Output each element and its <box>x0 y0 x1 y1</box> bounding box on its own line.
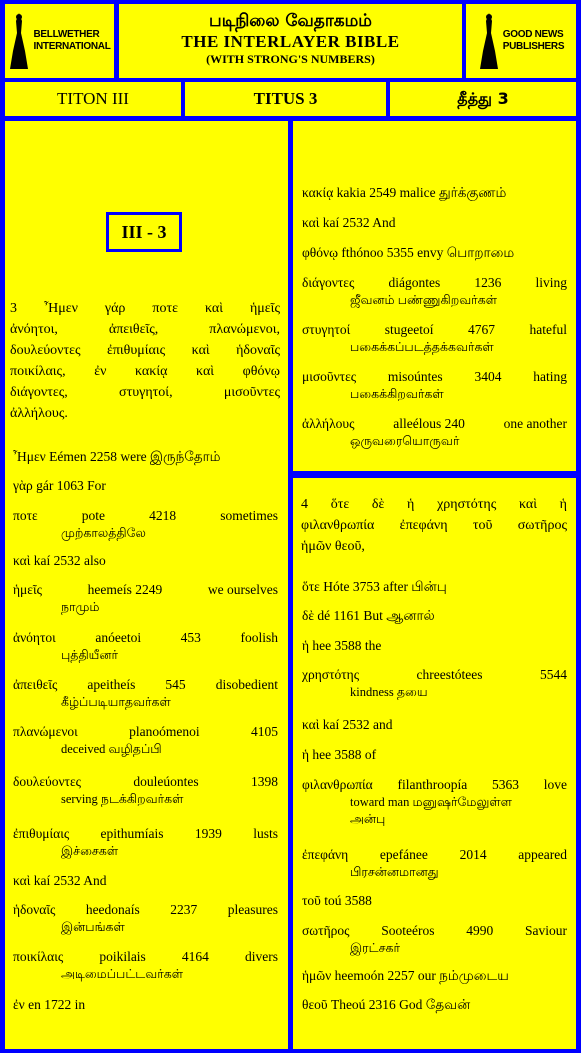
entry-field: 545 <box>165 677 186 692</box>
title-block <box>119 4 462 78</box>
word-entry <box>302 321 567 356</box>
entry-field: 2237 <box>170 902 198 917</box>
greek-word: θεοῦ Theoú 2316 God தேவன் <box>302 997 471 1012</box>
word-entry-main <box>13 948 278 966</box>
entry-field: appeared <box>518 847 567 862</box>
nav-greek-label: TITON III <box>57 89 129 108</box>
entry-field: 4767 <box>467 322 495 337</box>
greek-word: τοῦ toú 3588 <box>302 893 372 908</box>
word-entry <box>13 552 278 570</box>
verse-line: 4 ὅτε δὲ ἡ χρηστότης καὶ ἡ <box>301 497 567 512</box>
entry-field: Saviour <box>524 923 567 938</box>
word-entry-main <box>302 321 567 339</box>
entry-field: anóeetoi <box>95 630 142 645</box>
greek-word: φιλανθρωπία <box>302 777 373 792</box>
greek-word: ἀπειθεῖς <box>13 677 58 692</box>
verse-line: φιλανθρωπία ἐπεφάνη τοῦ σωτῆρος <box>301 518 567 533</box>
word-entry <box>13 872 278 890</box>
entry-field: chreestótees <box>416 667 483 682</box>
word-entry-main <box>13 723 278 741</box>
word-entry <box>13 477 278 495</box>
greek-word: καὶ kaí 2532 And <box>302 215 396 230</box>
greek-word: ἐπιθυμίαις <box>13 826 70 841</box>
word-entry-gloss: பகைக்கப்படத்தக்கவர்கள் <box>350 340 494 354</box>
entry-field: pote <box>81 508 106 523</box>
word-entry-main <box>13 676 278 694</box>
entry-field: disobedient <box>215 677 278 692</box>
greek-word: στυγητοί <box>302 322 351 337</box>
word-entry-main <box>13 901 278 919</box>
word-entry-main <box>302 846 567 864</box>
good-news-logo <box>466 4 576 78</box>
greek-word: ποτε <box>13 508 38 523</box>
entry-field: heedonaís <box>85 902 140 917</box>
greek-word: ἡμῶν heemoón 2257 our நம்முடைய <box>302 968 509 983</box>
word-entry-gloss: அன்பு <box>350 812 386 826</box>
verse-3-greek <box>10 298 280 424</box>
word-entry-gloss: serving நடக்கிறவர்கள் <box>61 792 184 806</box>
entry-field: lusts <box>253 826 278 841</box>
nav-english <box>185 82 386 116</box>
word-entry <box>302 578 567 596</box>
word-entry <box>302 922 567 957</box>
word-entry-main <box>13 581 278 599</box>
word-entry-main <box>13 477 278 495</box>
entry-field: divers <box>244 949 278 964</box>
word-entry-gloss: புத்தியீனர் <box>61 648 119 662</box>
greek-word: ἐπεφάνη <box>302 847 349 862</box>
word-entry <box>13 723 278 758</box>
word-entry-main <box>302 637 567 655</box>
word-entry-main <box>302 666 567 684</box>
greek-word: κακίᾳ kakia 2549 malice துர்க்குணம் <box>302 185 507 200</box>
greek-word: ἡδοναῖς <box>13 902 56 917</box>
word-entry-gloss: இன்பங்கள் <box>61 920 125 934</box>
title-subtitle: (WITH STRONG'S NUMBERS) <box>206 52 375 66</box>
word-entry-gloss: ஜீவனம் பண்ணுகிறவர்கள் <box>350 293 497 307</box>
entry-field: 453 <box>180 630 201 645</box>
nav-tamil <box>390 82 576 116</box>
word-entry <box>302 996 567 1014</box>
word-entry <box>13 825 278 860</box>
entry-field: 4218 <box>149 508 177 523</box>
greek-word: σωτῆρος <box>302 923 350 938</box>
greek-word: δουλεύοντες <box>13 774 81 789</box>
entry-field: 5544 <box>539 667 567 682</box>
word-entry-main <box>302 274 567 292</box>
entry-field: poikilais <box>99 949 146 964</box>
greek-word: διάγοντες <box>302 275 355 290</box>
entry-field: foolish <box>240 630 278 645</box>
nav-english-label: TITUS 3 <box>253 89 318 108</box>
greek-word: ποικίλαις <box>13 949 64 964</box>
word-entry <box>13 629 278 664</box>
right-logo-line2: PUBLISHERS <box>502 41 565 52</box>
word-entry-gloss: முற்காலத்திலே <box>61 526 146 540</box>
greek-word: ἡ hee 3588 the <box>302 638 382 653</box>
entry-field: apeitheís <box>87 677 136 692</box>
word-entry-main <box>302 578 567 596</box>
word-entry <box>13 448 278 466</box>
word-entry <box>302 607 567 625</box>
word-entry-main <box>302 746 567 764</box>
word-entry-main <box>13 552 278 570</box>
bellwether-logo <box>5 4 114 78</box>
word-entry <box>13 948 278 983</box>
greek-word: καὶ kaí 2532 And <box>13 873 107 888</box>
word-entry-gloss: toward man மனுஷர்மேலுள்ள <box>350 795 512 809</box>
word-entry-main <box>302 607 567 625</box>
word-entry-gloss: பிரசன்னமானது <box>350 865 439 879</box>
word-entry-gloss: இரட்சகர் <box>350 941 401 955</box>
word-entry-main <box>13 825 278 843</box>
verse-line: 3 Ἦμεν γάρ ποτε καὶ ἡμεῖς <box>10 301 280 316</box>
word-entry-main <box>302 244 567 262</box>
entry-field: one another <box>503 416 567 431</box>
word-entry <box>13 901 278 936</box>
word-entry-gloss: deceived வழிதப்பி <box>61 742 162 756</box>
bellwether-figure-icon <box>8 11 30 71</box>
entry-field: pleasures <box>227 902 278 917</box>
entry-field: planoómenoi <box>129 724 200 739</box>
word-entry-gloss: கீழ்ப்படியாதவர்கள் <box>61 695 171 709</box>
entry-field: 1939 <box>194 826 222 841</box>
word-entry <box>302 368 567 403</box>
word-entry <box>302 746 567 764</box>
word-entry <box>302 776 567 828</box>
entry-field: douleúontes <box>133 774 199 789</box>
word-entry <box>302 716 567 734</box>
greek-word: χρηστότης <box>302 667 360 682</box>
entry-field: sometimes <box>220 508 278 523</box>
verse-line: ἀλλήλους. <box>10 406 68 421</box>
entry-field: living <box>535 275 567 290</box>
entry-field: 4105 <box>250 724 278 739</box>
word-entry <box>302 214 567 232</box>
word-entry-gloss: ஒருவரையொருவர் <box>350 434 460 448</box>
title-tamil: படிநிலை வேதாகமம் <box>209 11 372 31</box>
good-news-figure-icon <box>478 11 500 71</box>
verse-line: ἡμῶν θεοῦ, <box>301 539 365 554</box>
verse-line: ποικίλαις, ἐν κακίᾳ καὶ φθόνῳ <box>10 364 280 379</box>
word-entry-main <box>13 507 278 525</box>
word-entry <box>13 676 278 711</box>
word-entry-main <box>302 184 567 202</box>
word-entry <box>302 415 567 450</box>
word-entry <box>302 274 567 309</box>
entry-field: 1398 <box>251 774 278 789</box>
word-entry-main <box>13 448 278 466</box>
greek-word: ἡ hee 3588 of <box>302 747 377 762</box>
word-entry-main <box>302 415 567 433</box>
entry-field: 5363 <box>492 777 519 792</box>
word-entry-main <box>13 629 278 647</box>
greek-word: Ἦμεν Eémen 2258 were இருந்தோம் <box>13 449 221 464</box>
verse-line: δουλεύοντες ἐπιθυμίαις καὶ ἡδοναῖς <box>10 343 280 358</box>
greek-word: δὲ dé 1161 But ஆனால் <box>302 608 435 623</box>
word-entry-main <box>302 892 567 910</box>
greek-word: καὶ kaí 2532 also <box>13 553 106 568</box>
word-entry <box>302 892 567 910</box>
verse-4-greek <box>301 494 567 557</box>
entry-field: misoúntes <box>387 369 443 384</box>
word-entry-main <box>302 967 567 985</box>
word-entry-gloss: kindness தயை <box>350 685 428 699</box>
greek-word: ἀλλήλους <box>302 416 355 431</box>
greek-word: γὰρ gár 1063 For <box>13 478 106 493</box>
entry-field: 1236 <box>474 275 502 290</box>
word-entry <box>13 996 278 1014</box>
entry-field: epithumíais <box>100 826 164 841</box>
word-entry <box>13 507 278 542</box>
word-entry <box>13 581 278 616</box>
word-entry-main <box>302 214 567 232</box>
word-entry-gloss: நாமும் <box>61 600 100 614</box>
greek-word: φθόνῳ fthónoo 5355 envy பொறாமை <box>302 245 515 260</box>
left-logo-line2: INTERNATIONAL <box>33 41 111 52</box>
nav-greek <box>5 82 181 116</box>
entry-field: filanthroopía <box>397 777 468 792</box>
entry-field: stugeetoí <box>384 322 434 337</box>
chapter-label: III - 3 <box>106 212 182 252</box>
word-entry-gloss: அடிமைப்பட்டவர்கள் <box>61 967 183 981</box>
verse-line: ἀνόητοι, ἀπειθεῖς, πλανώμενοι, <box>10 322 280 337</box>
entry-field: heemeís 2249 <box>87 582 163 597</box>
greek-word: ὅτε Hóte 3753 after பின்பு <box>302 579 447 594</box>
word-entry-main <box>13 872 278 890</box>
word-entry-gloss: இச்சைகள் <box>61 844 119 858</box>
word-entry-main <box>302 776 567 794</box>
entry-field: love <box>543 777 567 792</box>
word-entry-main <box>13 773 278 791</box>
greek-word: ἀνόητοι <box>13 630 56 645</box>
word-entry <box>302 666 567 701</box>
greek-word: ἐν en 1722 in <box>13 997 86 1012</box>
greek-word: καὶ kaí 2532 and <box>302 717 393 732</box>
word-entry <box>13 773 278 808</box>
right-logo-line1: GOOD NEWS <box>502 29 564 40</box>
word-entry-main <box>302 996 567 1014</box>
entry-field: diágontes <box>388 275 441 290</box>
entry-field: Sooteéros <box>381 923 435 938</box>
entry-field: alleélous 240 <box>393 416 465 431</box>
word-entry-main <box>13 996 278 1014</box>
word-entry <box>302 184 567 202</box>
entry-field: 2014 <box>459 847 487 862</box>
word-entry <box>302 244 567 262</box>
greek-word: ἡμεῖς <box>13 582 42 597</box>
title-english: THE INTERLAYER BIBLE <box>181 32 400 51</box>
word-entry <box>302 637 567 655</box>
greek-word: μισοῦντες <box>302 369 357 384</box>
entry-field: hating <box>533 369 567 384</box>
greek-word: πλανώμενοι <box>13 724 78 739</box>
entry-field: 3404 <box>474 369 502 384</box>
verse-line: διάγοντες, στυγητοί, μισοῦντες <box>10 385 280 400</box>
entry-field: we ourselves <box>207 582 278 597</box>
word-entry-gloss: பகைக்கிறவர்கள் <box>350 387 444 401</box>
entry-field: 4164 <box>181 949 209 964</box>
nav-tamil-label: தீத்து 3 <box>457 88 509 108</box>
entry-field: 4990 <box>466 923 494 938</box>
word-entry <box>302 967 567 985</box>
entry-field: hateful <box>529 322 567 337</box>
word-entry-main <box>302 922 567 940</box>
left-logo-line1: BELLWETHER <box>33 29 100 40</box>
word-entry <box>302 846 567 881</box>
word-entry-main <box>302 368 567 386</box>
word-entry-main <box>302 716 567 734</box>
entry-field: epefánee <box>379 847 428 862</box>
